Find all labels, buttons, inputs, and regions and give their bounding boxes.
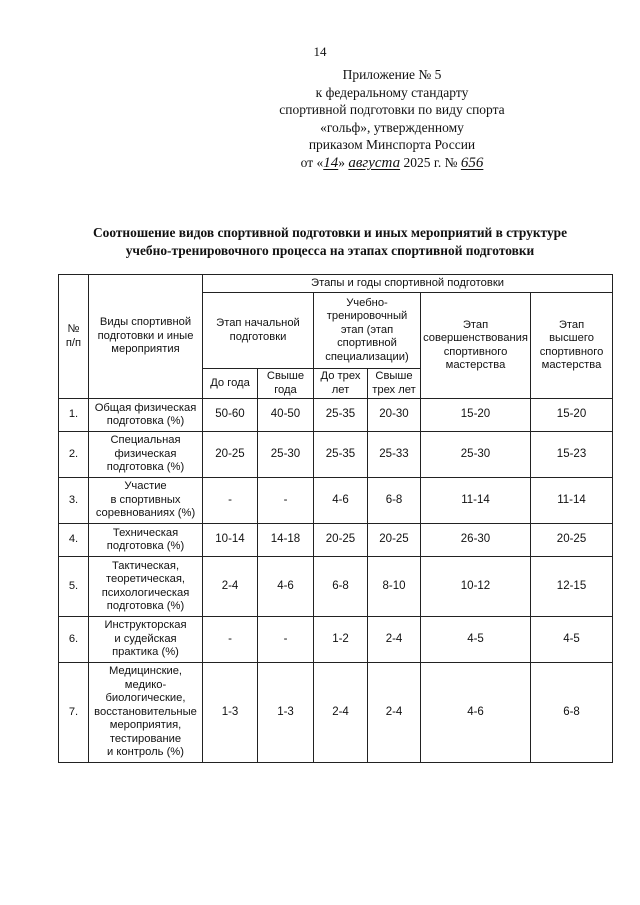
cell-value: 20-25 xyxy=(531,524,613,557)
table-row xyxy=(59,432,613,478)
cell-value: 15-20 xyxy=(421,399,531,432)
cell-value: 1-3 xyxy=(258,663,314,763)
cell-value: 25-35 xyxy=(314,399,368,432)
cell-value: 50-60 xyxy=(203,399,258,432)
appendix-line-1: Приложение № 5 xyxy=(342,67,442,82)
appendix-line-3: спортивной подготовки по виду спорта xyxy=(279,102,505,118)
title-line-1: Соотношение видов спортивной подготовки и иных мероприятий в структуре xyxy=(92,225,568,240)
cell-value: - xyxy=(203,478,258,524)
cell-value: 6-8 xyxy=(368,478,421,524)
appendix-line-5: приказом Минспорта России xyxy=(308,137,476,153)
cell-value: 12-15 xyxy=(531,557,613,617)
header-sub-over-year: Свыше года xyxy=(258,369,314,399)
row-label: Общая физическая подготовка (%) xyxy=(89,399,203,432)
row-num: 4. xyxy=(59,524,89,557)
header-sub-up-to-year: До года xyxy=(203,369,258,399)
cell-value: 26-30 xyxy=(421,524,531,557)
cell-value: 25-35 xyxy=(314,432,368,478)
cell-value: 14-18 xyxy=(258,524,314,557)
year-text: 2025 г. № xyxy=(403,154,458,170)
appendix-line-4: «гольф», утвержденному xyxy=(320,119,464,135)
cell-value: 2-4 xyxy=(314,663,368,763)
cell-value: 15-23 xyxy=(531,432,613,478)
header-stage-training: Учебно- тренировочный этап (этап спортивной специализации) xyxy=(314,293,421,369)
table-row xyxy=(59,557,613,617)
row-num: 6. xyxy=(59,617,89,663)
table-row xyxy=(59,617,613,663)
training-ratio-table xyxy=(58,274,613,763)
cell-value: - xyxy=(258,617,314,663)
row-label: Инструкторская и судейская практика (%) xyxy=(89,617,203,663)
handwritten-order-number: 656 xyxy=(460,154,484,171)
date-mid: » xyxy=(338,154,345,170)
header-types: Виды спортивной подготовки и иные мероприятия xyxy=(89,275,203,399)
cell-value: 10-14 xyxy=(203,524,258,557)
row-num: 2. xyxy=(59,432,89,478)
cell-value: 1-3 xyxy=(203,663,258,763)
table-row xyxy=(59,478,613,524)
row-num: 1. xyxy=(59,399,89,432)
header-stages: Этапы и годы спортивной подготовки xyxy=(203,275,613,293)
cell-value: 4-5 xyxy=(531,617,613,663)
cell-value: 11-14 xyxy=(531,478,613,524)
header-stage-highest: Этап высшего спортивного мастерства xyxy=(531,293,613,399)
cell-value: 20-25 xyxy=(203,432,258,478)
cell-value: 6-8 xyxy=(314,557,368,617)
row-label: Медицинские, медико- биологические, восстановительные мероприятия, тестирование и контроль (%) xyxy=(89,663,203,763)
cell-value: 4-5 xyxy=(421,617,531,663)
table-row xyxy=(59,399,613,432)
table-row xyxy=(59,663,613,763)
appendix-line-2: к федеральному стандарту xyxy=(315,84,469,100)
cell-value: 11-14 xyxy=(421,478,531,524)
cell-value: - xyxy=(258,478,314,524)
cell-value: 4-6 xyxy=(421,663,531,763)
appendix-block xyxy=(232,66,552,173)
cell-value: 20-25 xyxy=(314,524,368,557)
row-num: 3. xyxy=(59,478,89,524)
handwritten-month: августа xyxy=(348,154,401,171)
cell-value: 25-30 xyxy=(421,432,531,478)
document-title xyxy=(40,224,620,260)
header-stage-initial: Этап начальной подготовки xyxy=(203,293,314,369)
header-stage-improvement: Этап совершенствования спортивного мастерства xyxy=(421,293,531,399)
cell-value: 8-10 xyxy=(368,557,421,617)
cell-value: 25-30 xyxy=(258,432,314,478)
cell-value: 2-4 xyxy=(368,663,421,763)
header-sub-over-three: Свыше трех лет xyxy=(368,369,421,399)
cell-value: - xyxy=(203,617,258,663)
header-num: № п/п xyxy=(59,275,89,399)
row-label: Техническая подготовка (%) xyxy=(89,524,203,557)
order-date-line xyxy=(232,154,552,173)
title-line-2: учебно-тренировочного процесса на этапах спортивной подготовки xyxy=(125,243,535,258)
cell-value: 20-30 xyxy=(368,399,421,432)
row-label: Тактическая, теоретическая, психологическая подготовка (%) xyxy=(89,557,203,617)
page-number: 14 xyxy=(313,44,327,59)
cell-value: 2-4 xyxy=(203,557,258,617)
cell-value: 2-4 xyxy=(368,617,421,663)
cell-value: 6-8 xyxy=(531,663,613,763)
row-num: 5. xyxy=(59,557,89,617)
handwritten-day: 14 xyxy=(323,154,339,171)
cell-value: 25-33 xyxy=(368,432,421,478)
date-prefix: от « xyxy=(300,154,324,170)
header-sub-up-to-three: До трех лет xyxy=(314,369,368,399)
table-row xyxy=(59,524,613,557)
cell-value: 20-25 xyxy=(368,524,421,557)
row-num: 7. xyxy=(59,663,89,763)
row-label: Специальная физическая подготовка (%) xyxy=(89,432,203,478)
row-label: Участие в спортивных соревнованиях (%) xyxy=(89,478,203,524)
cell-value: 40-50 xyxy=(258,399,314,432)
cell-value: 4-6 xyxy=(314,478,368,524)
cell-value: 1-2 xyxy=(314,617,368,663)
cell-value: 4-6 xyxy=(258,557,314,617)
cell-value: 15-20 xyxy=(531,399,613,432)
cell-value: 10-12 xyxy=(421,557,531,617)
